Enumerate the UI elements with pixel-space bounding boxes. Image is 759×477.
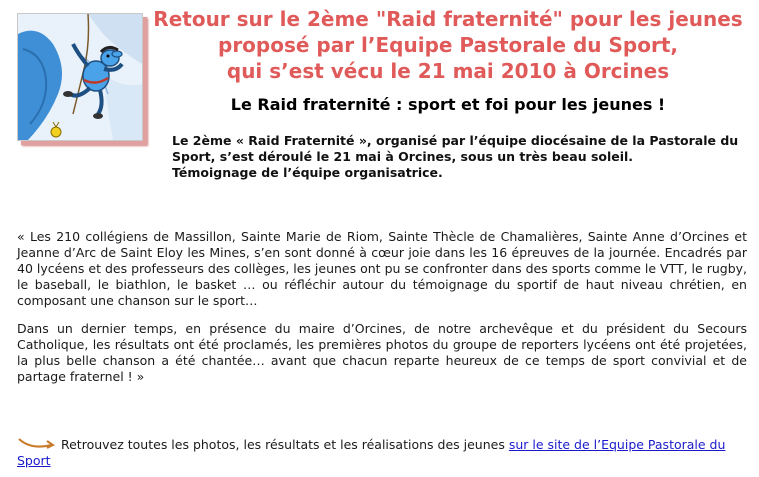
intro-line-2: Sport, s’est déroulé le 21 mai à Orcines, sous un très beau soleil.: [172, 149, 634, 164]
climber-cartoon-icon: [18, 14, 142, 140]
body-paragraph-2: Dans un dernier temps, en présence du maire d’Orcines, de notre archevêque et du président du Secours Catholique, les résultats ont été proclamés, les premières photos du groupe de reporters lycéens ont été projetées, la plus belle chanson a été chantée… avant que chacun reparte heureux de ce temps de sport convivial et de partage fraternel ! »: [17, 321, 747, 384]
footer-note: [17, 436, 747, 469]
headline: [148, 6, 748, 84]
pastorale-sport-site-link[interactable]: sur le site de l’Equipe Pastorale du Sport: [17, 437, 726, 468]
curved-arrow-icon: [17, 436, 57, 450]
intro-line-3: Témoignage de l’équipe organisatrice.: [172, 165, 443, 180]
headline-line-3: qui s’est vécu le 21 mai 2010 à Orcines: [226, 59, 670, 83]
headline-line-2: proposé par l’Equipe Pastorale du Sport,: [218, 33, 678, 57]
body-paragraph-1: « Les 210 collégiens de Massillon, Sainte Marie de Riom, Sainte Thècle de Chamalières, Sainte Anne d’Orcines et Jeanne d’Arc de Saint Eloy les Mines, s’en sont donné à cœur joie dans les 16 épreuves de la journée. Encadrés par 40 lycéens et des professeurs des collèges, les jeunes ont pu se confronter dans des sports comme le VTT, le rugby, le baseball, le biathlon, le basket … ou réfléchir autour du témoignage du sportif de haut niveau chrétien, en composant une chanson sur le sport…: [17, 229, 747, 308]
intro-paragraph: [172, 133, 747, 181]
headline-line-1: Retour sur le 2ème "Raid fraternité" pour les jeunes: [153, 7, 743, 31]
subtitle: Le Raid fraternité : sport et foi pour les jeunes !: [230, 95, 666, 114]
climbing-cartoon-illustration: [17, 13, 143, 141]
intro-line-1: Le 2ème « Raid Fraternité », organisé par l’équipe diocésaine de la Pastorale du: [172, 133, 739, 148]
footer-text: Retrouvez toutes les photos, les résultats et les réalisations des jeunes: [60, 437, 505, 452]
